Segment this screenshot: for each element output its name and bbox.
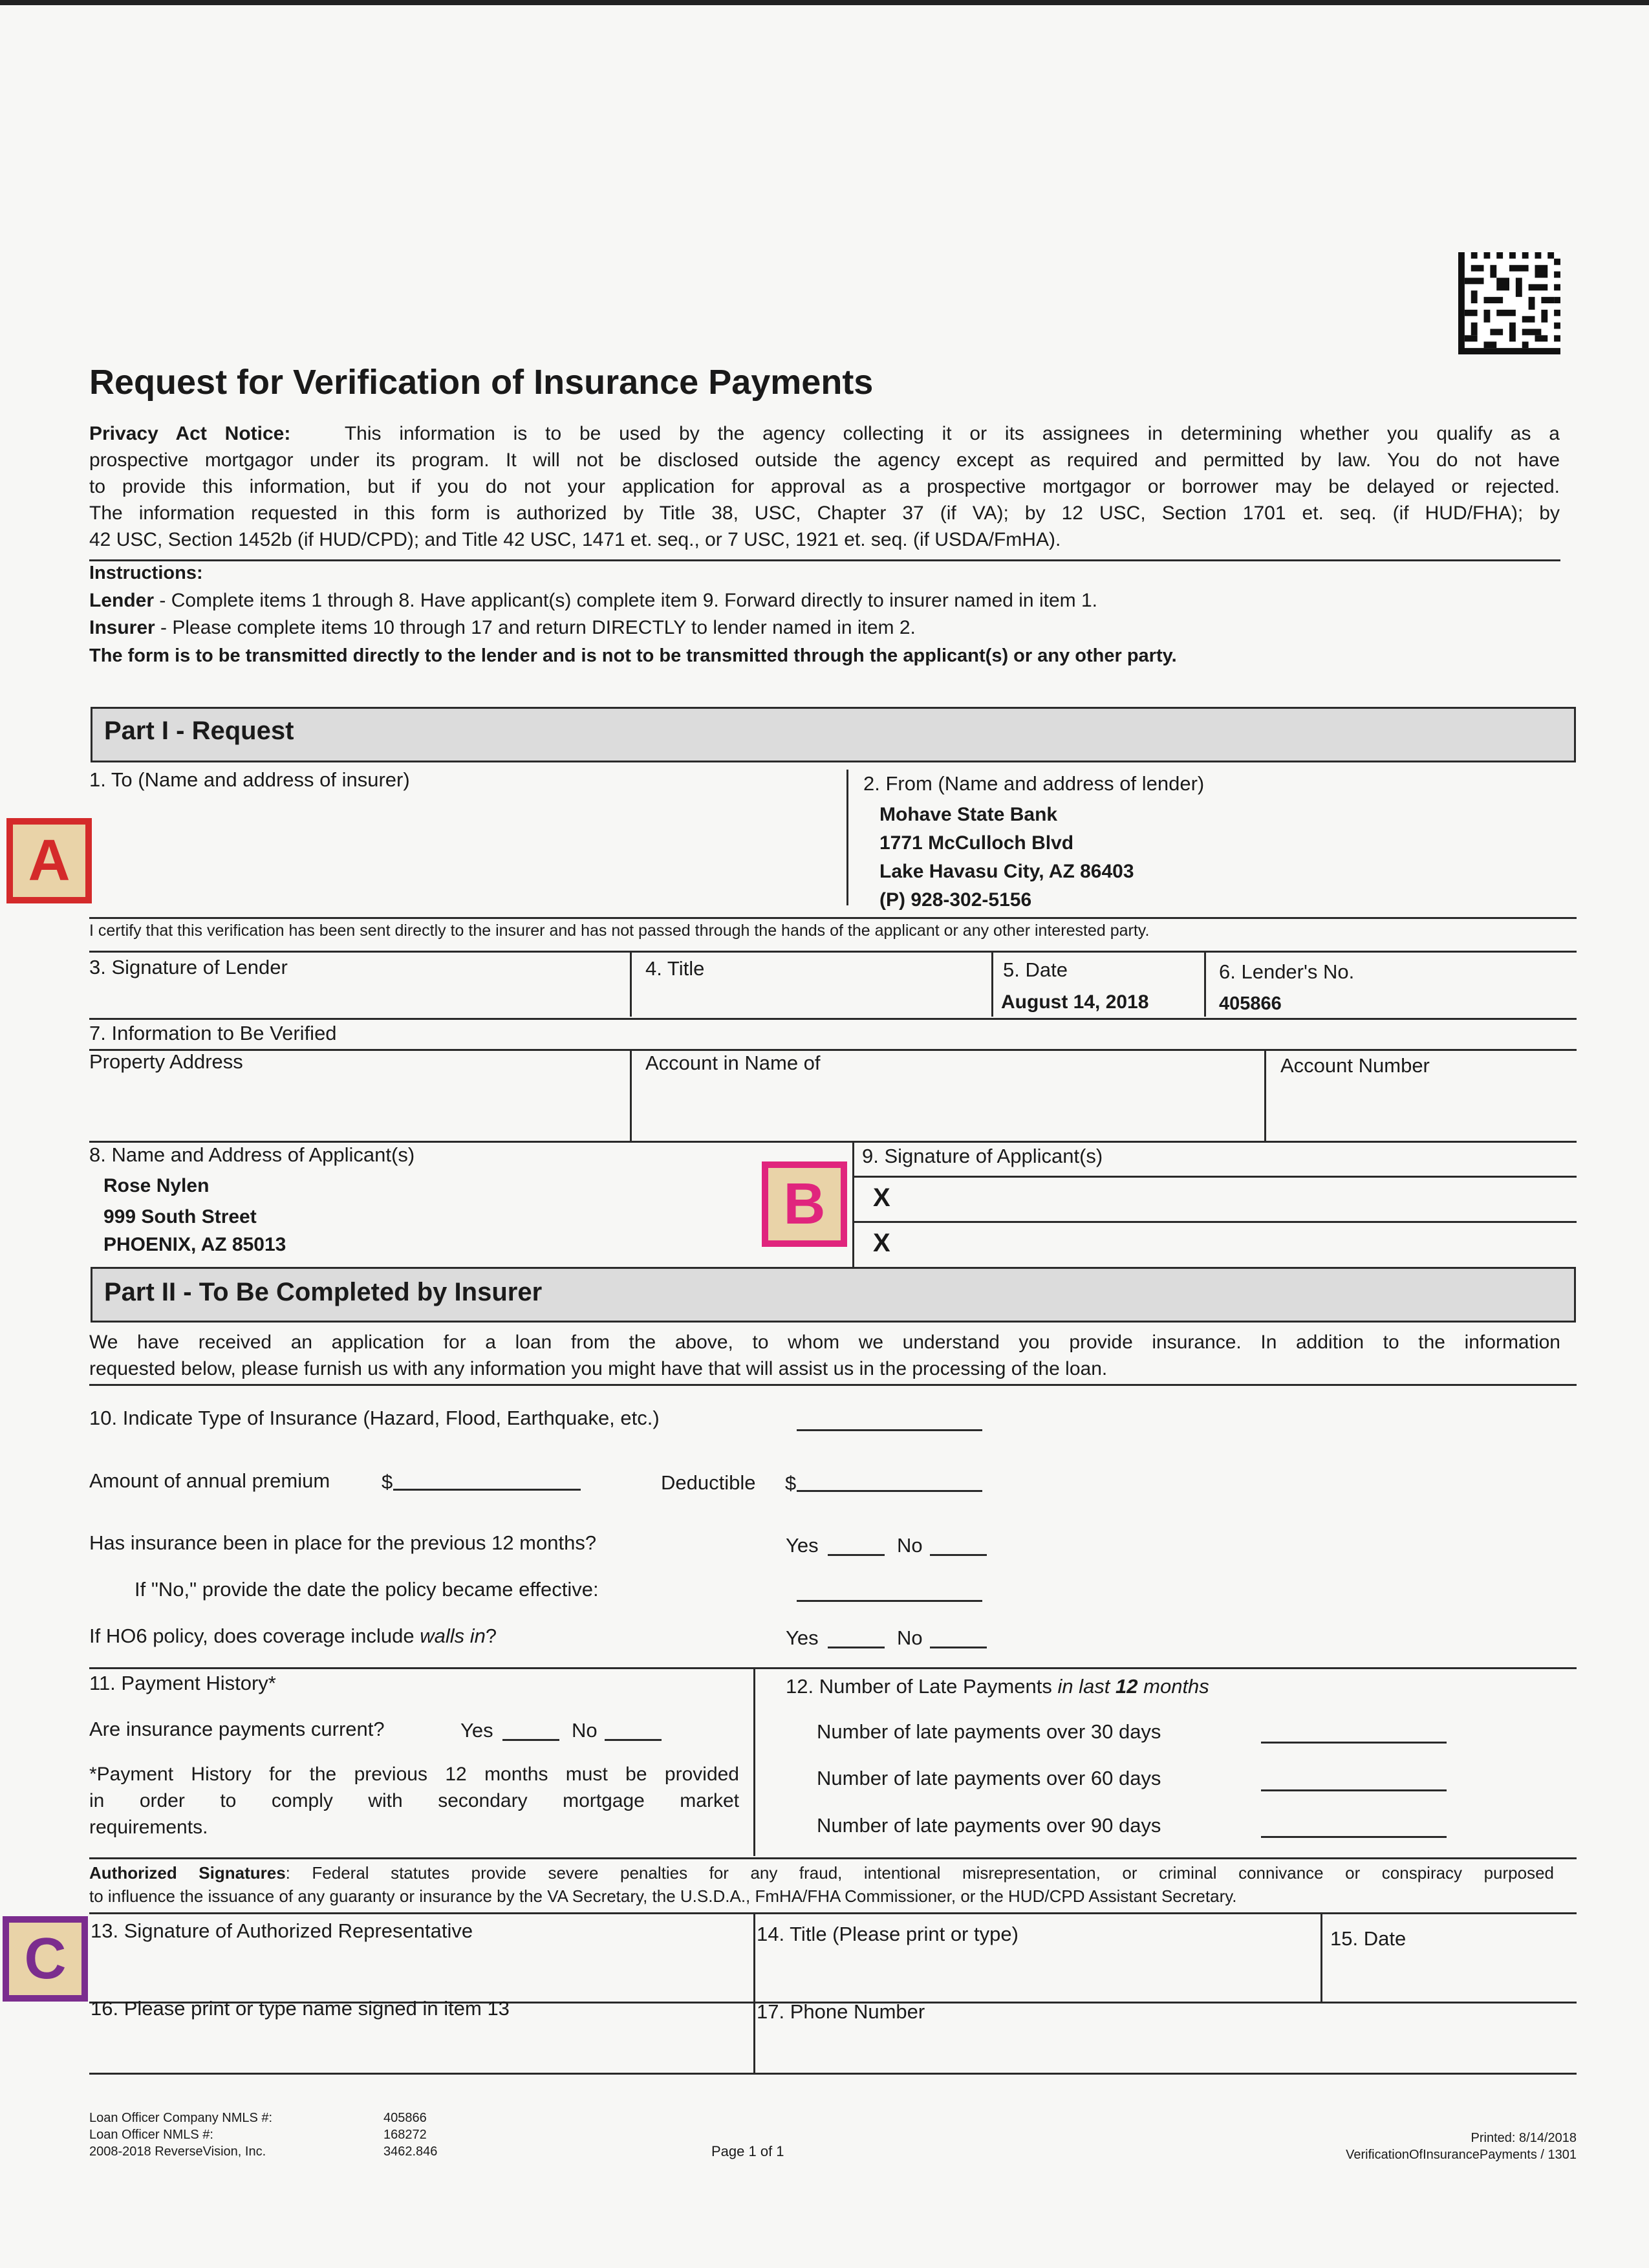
divider — [1204, 952, 1206, 1017]
footer-right — [1164, 2130, 1577, 2163]
instructions-heading: Instructions: — [89, 563, 203, 583]
signature-x-1: X — [873, 1183, 890, 1212]
late-30-label: Number of late payments over 30 days — [817, 1720, 1161, 1743]
item6-label: 6. Lender's No. — [1219, 960, 1355, 983]
item6-lender-no: 405866 — [1219, 993, 1282, 1014]
item14-label: 14. Title (Please print or type) — [757, 1923, 1018, 1945]
item11-label: 11. Payment History* — [89, 1672, 276, 1694]
payment-history-note — [89, 1761, 739, 1841]
part2-intro-line-2: requested below, please furnish us with any information you might have that will assist us in the processing of the loan. — [89, 1358, 1108, 1379]
item7-label: 7. Information to Be Verified — [89, 1022, 337, 1044]
copyright: 2008-2018 ReverseVision, Inc. — [89, 2144, 266, 2159]
part1-title: Part I - Request — [104, 717, 294, 745]
lender-city: Lake Havasu City, AZ 86403 — [879, 861, 1134, 882]
divider — [89, 917, 1577, 919]
instructions-insurer: Insurer - Please complete items 10 through 17 and return DIRECTLY to lender named in item 2. — [89, 617, 916, 638]
divider — [89, 1141, 1577, 1143]
item5-date: August 14, 2018 — [1001, 991, 1149, 1013]
current-no-label: No — [572, 1719, 598, 1742]
item12-label: 12. Number of Late Payments in last 12 months — [786, 1675, 1209, 1698]
effective-date-field[interactable] — [797, 1600, 982, 1602]
payments-current-question: Are insurance payments current? — [89, 1718, 385, 1740]
divider — [89, 1857, 1577, 1859]
auth-line-1: : Federal statutes provide severe penalties for any fraud, intentional misrepresentation, or criminal connivance or conspiracy purposed — [285, 1863, 1554, 1883]
ho6-yes-field[interactable] — [828, 1647, 885, 1648]
late-90-label: Number of late payments over 90 days — [817, 1814, 1161, 1837]
part2-header — [91, 1267, 1576, 1323]
certify-text: I certify that this verification has been sent directly to the insurer and has not passed through the hands of the applicant or any other interested party. — [89, 922, 1150, 940]
in-place-no-label: No — [897, 1534, 923, 1557]
deductible-label: Deductible — [661, 1471, 756, 1494]
divider — [89, 2073, 1577, 2075]
item2-label: 2. From (Name and address of lender) — [863, 772, 1205, 795]
item4-label: 4. Title — [645, 957, 705, 980]
note-line-3: requirements. — [89, 1817, 208, 1838]
letter-block-b: B — [762, 1161, 847, 1247]
ho6-no-field[interactable] — [930, 1647, 987, 1648]
ho6-yes-label: Yes — [786, 1626, 819, 1649]
item16-label: 16. Please print or type name signed in item 13 — [91, 1997, 510, 2020]
applicant-signature-line-1[interactable] — [852, 1221, 1577, 1223]
form-title: Request for Verification of Insurance Payments — [89, 363, 874, 402]
divider — [630, 952, 632, 1017]
page-number: Page 1 of 1 — [711, 2143, 784, 2159]
part1-header — [91, 707, 1576, 762]
officer-nmls: 168272 — [383, 2128, 427, 2142]
privacy-line-1: This information is to be used by the agency collecting it or its assignees in determining whether you qualify as a — [344, 423, 1560, 444]
item3-label: 3. Signature of Lender — [89, 956, 288, 978]
officer-nmls-label: Loan Officer NMLS #: — [89, 2128, 213, 2142]
divider — [89, 1049, 1577, 1051]
item9-label: 9. Signature of Applicant(s) — [862, 1145, 1103, 1167]
deductible-field[interactable] — [797, 1490, 982, 1492]
part2-intro — [89, 1329, 1560, 1382]
in-place-yes-label: Yes — [786, 1534, 819, 1557]
item8-label: 8. Name and Address of Applicant(s) — [89, 1143, 415, 1166]
privacy-notice — [89, 420, 1560, 553]
company-nmls-label: Loan Officer Company NMLS #: — [89, 2111, 273, 2125]
instructions-lender: Lender - Complete items 1 through 8. Have applicant(s) complete item 9. Forward directly to insurer named in item 1. — [89, 590, 1097, 611]
insurance-type-field[interactable] — [797, 1429, 982, 1431]
item10-label: 10. Indicate Type of Insurance (Hazard, Flood, Earthquake, etc.) — [89, 1407, 660, 1429]
divider — [630, 1049, 632, 1142]
privacy-line-3: to provide this information, but if you do not your application for approval as a prospective mortgagor or borrower may be delayed or rejected. — [89, 476, 1560, 497]
divider — [89, 1667, 1577, 1669]
authorized-signatures-notice — [89, 1861, 1554, 1908]
lender-street: 1771 McCulloch Blvd — [879, 832, 1074, 854]
ho6-no-label: No — [897, 1626, 923, 1649]
in-place-yes-field[interactable] — [828, 1554, 885, 1556]
in-place-no-field[interactable] — [930, 1554, 987, 1556]
ho6-question: If HO6 policy, does coverage include walls in? — [89, 1625, 497, 1647]
item13-label: 13. Signature of Authorized Representative — [91, 1919, 473, 1942]
auth-line-2: to influence the issuance of any guaranty or insurance by the VA Secretary, the U.S.D.A., FmHA/FHA Commissioner, or the HUD/CPD Assistant Secretary. — [89, 1886, 1237, 1906]
divider — [852, 1176, 1577, 1178]
privacy-line-5: 42 USC, Section 1452b (if HUD/CPD); and Title 42 USC, 1471 et. seq., or 7 USC, 1921 et. seq. (if USDA/FmHA). — [89, 529, 1061, 550]
printed-date: Printed: 8/14/2018 — [1471, 2131, 1577, 2145]
late-60-field[interactable] — [1261, 1789, 1447, 1791]
privacy-line-4: The information requested in this form is authorized by Title 38, USC, Chapter 37 (if VA); by 12 USC, Section 1701 et. seq. (if HUD/FHA); by — [89, 502, 1560, 524]
in-place-question: Has insurance been in place for the previous 12 months? — [89, 1531, 597, 1554]
letter-block-c: C — [3, 1916, 88, 2002]
divider — [89, 1384, 1577, 1386]
late-30-field[interactable] — [1261, 1742, 1447, 1744]
lender-phone: (P) 928-302-5156 — [879, 889, 1032, 911]
part2-title: Part II - To Be Completed by Insurer — [104, 1278, 543, 1306]
footer-left — [89, 2110, 272, 2160]
premium-field[interactable] — [393, 1489, 581, 1491]
premium-dollar-sign: $ — [382, 1471, 393, 1493]
lender-name: Mohave State Bank — [879, 804, 1058, 825]
divider — [89, 951, 1577, 953]
current-yes-field[interactable] — [502, 1739, 559, 1741]
divider — [1320, 1912, 1322, 2002]
divider — [846, 770, 848, 905]
item1-label: 1. To (Name and address of insurer) — [89, 768, 410, 791]
divider — [753, 1912, 755, 2074]
item5-label: 5. Date — [1003, 958, 1068, 981]
footer-values — [383, 2110, 437, 2160]
account-number-label: Account Number — [1280, 1054, 1430, 1077]
item15-label: 15. Date — [1330, 1927, 1406, 1950]
authorized-signatures-label: Authorized Signatures — [89, 1863, 286, 1883]
applicant-city: PHOENIX, AZ 85013 — [103, 1234, 286, 1255]
privacy-line-2: prospective mortgagor under its program. It will not be disclosed outside the agency except as required and permitted by law. You do not have — [89, 449, 1560, 471]
premium-label: Amount of annual premium — [89, 1469, 330, 1492]
privacy-label: Privacy Act Notice: — [89, 423, 291, 444]
version: 3462.846 — [383, 2144, 438, 2159]
divider — [991, 952, 993, 1017]
deductible-dollar-sign: $ — [785, 1472, 797, 1495]
account-name-label: Account in Name of — [645, 1052, 821, 1074]
form-id: VerificationOfInsurancePayments / 1301 — [1346, 2148, 1577, 2162]
note-line-2: in order to comply with secondary mortgage market — [89, 1790, 739, 1811]
late-90-field[interactable] — [1261, 1836, 1447, 1838]
note-line-1: *Payment History for the previous 12 months must be provided — [89, 1764, 739, 1785]
divider — [852, 1142, 854, 1267]
property-address-label: Property Address — [89, 1050, 243, 1073]
divider — [1264, 1049, 1266, 1142]
current-yes-label: Yes — [460, 1719, 493, 1742]
divider — [89, 1018, 1577, 1020]
divider — [89, 559, 1560, 561]
part2-intro-line-1: We have received an application for a loan from the above, to whom we understand you provide insurance. In addition to the information — [89, 1332, 1560, 1353]
if-no-label: If "No," provide the date the policy became effective: — [135, 1578, 599, 1601]
divider — [89, 1912, 1577, 1914]
letter-block-a: A — [6, 818, 92, 903]
applicant-street: 999 South Street — [103, 1206, 257, 1227]
instructions-warning: The form is to be transmitted directly to the lender and is not to be transmitted through the applicant(s) or any other party. — [89, 645, 1177, 666]
item17-label: 17. Phone Number — [757, 2000, 925, 2023]
late-60-label: Number of late payments over 60 days — [817, 1767, 1161, 1789]
scan-top-edge — [0, 0, 1649, 5]
applicant-name: Rose Nylen — [103, 1175, 210, 1196]
divider — [753, 1669, 755, 1856]
company-nmls: 405866 — [383, 2111, 427, 2125]
signature-x-2: X — [873, 1229, 890, 1257]
current-no-field[interactable] — [605, 1739, 662, 1741]
datamatrix-code — [1458, 252, 1560, 354]
